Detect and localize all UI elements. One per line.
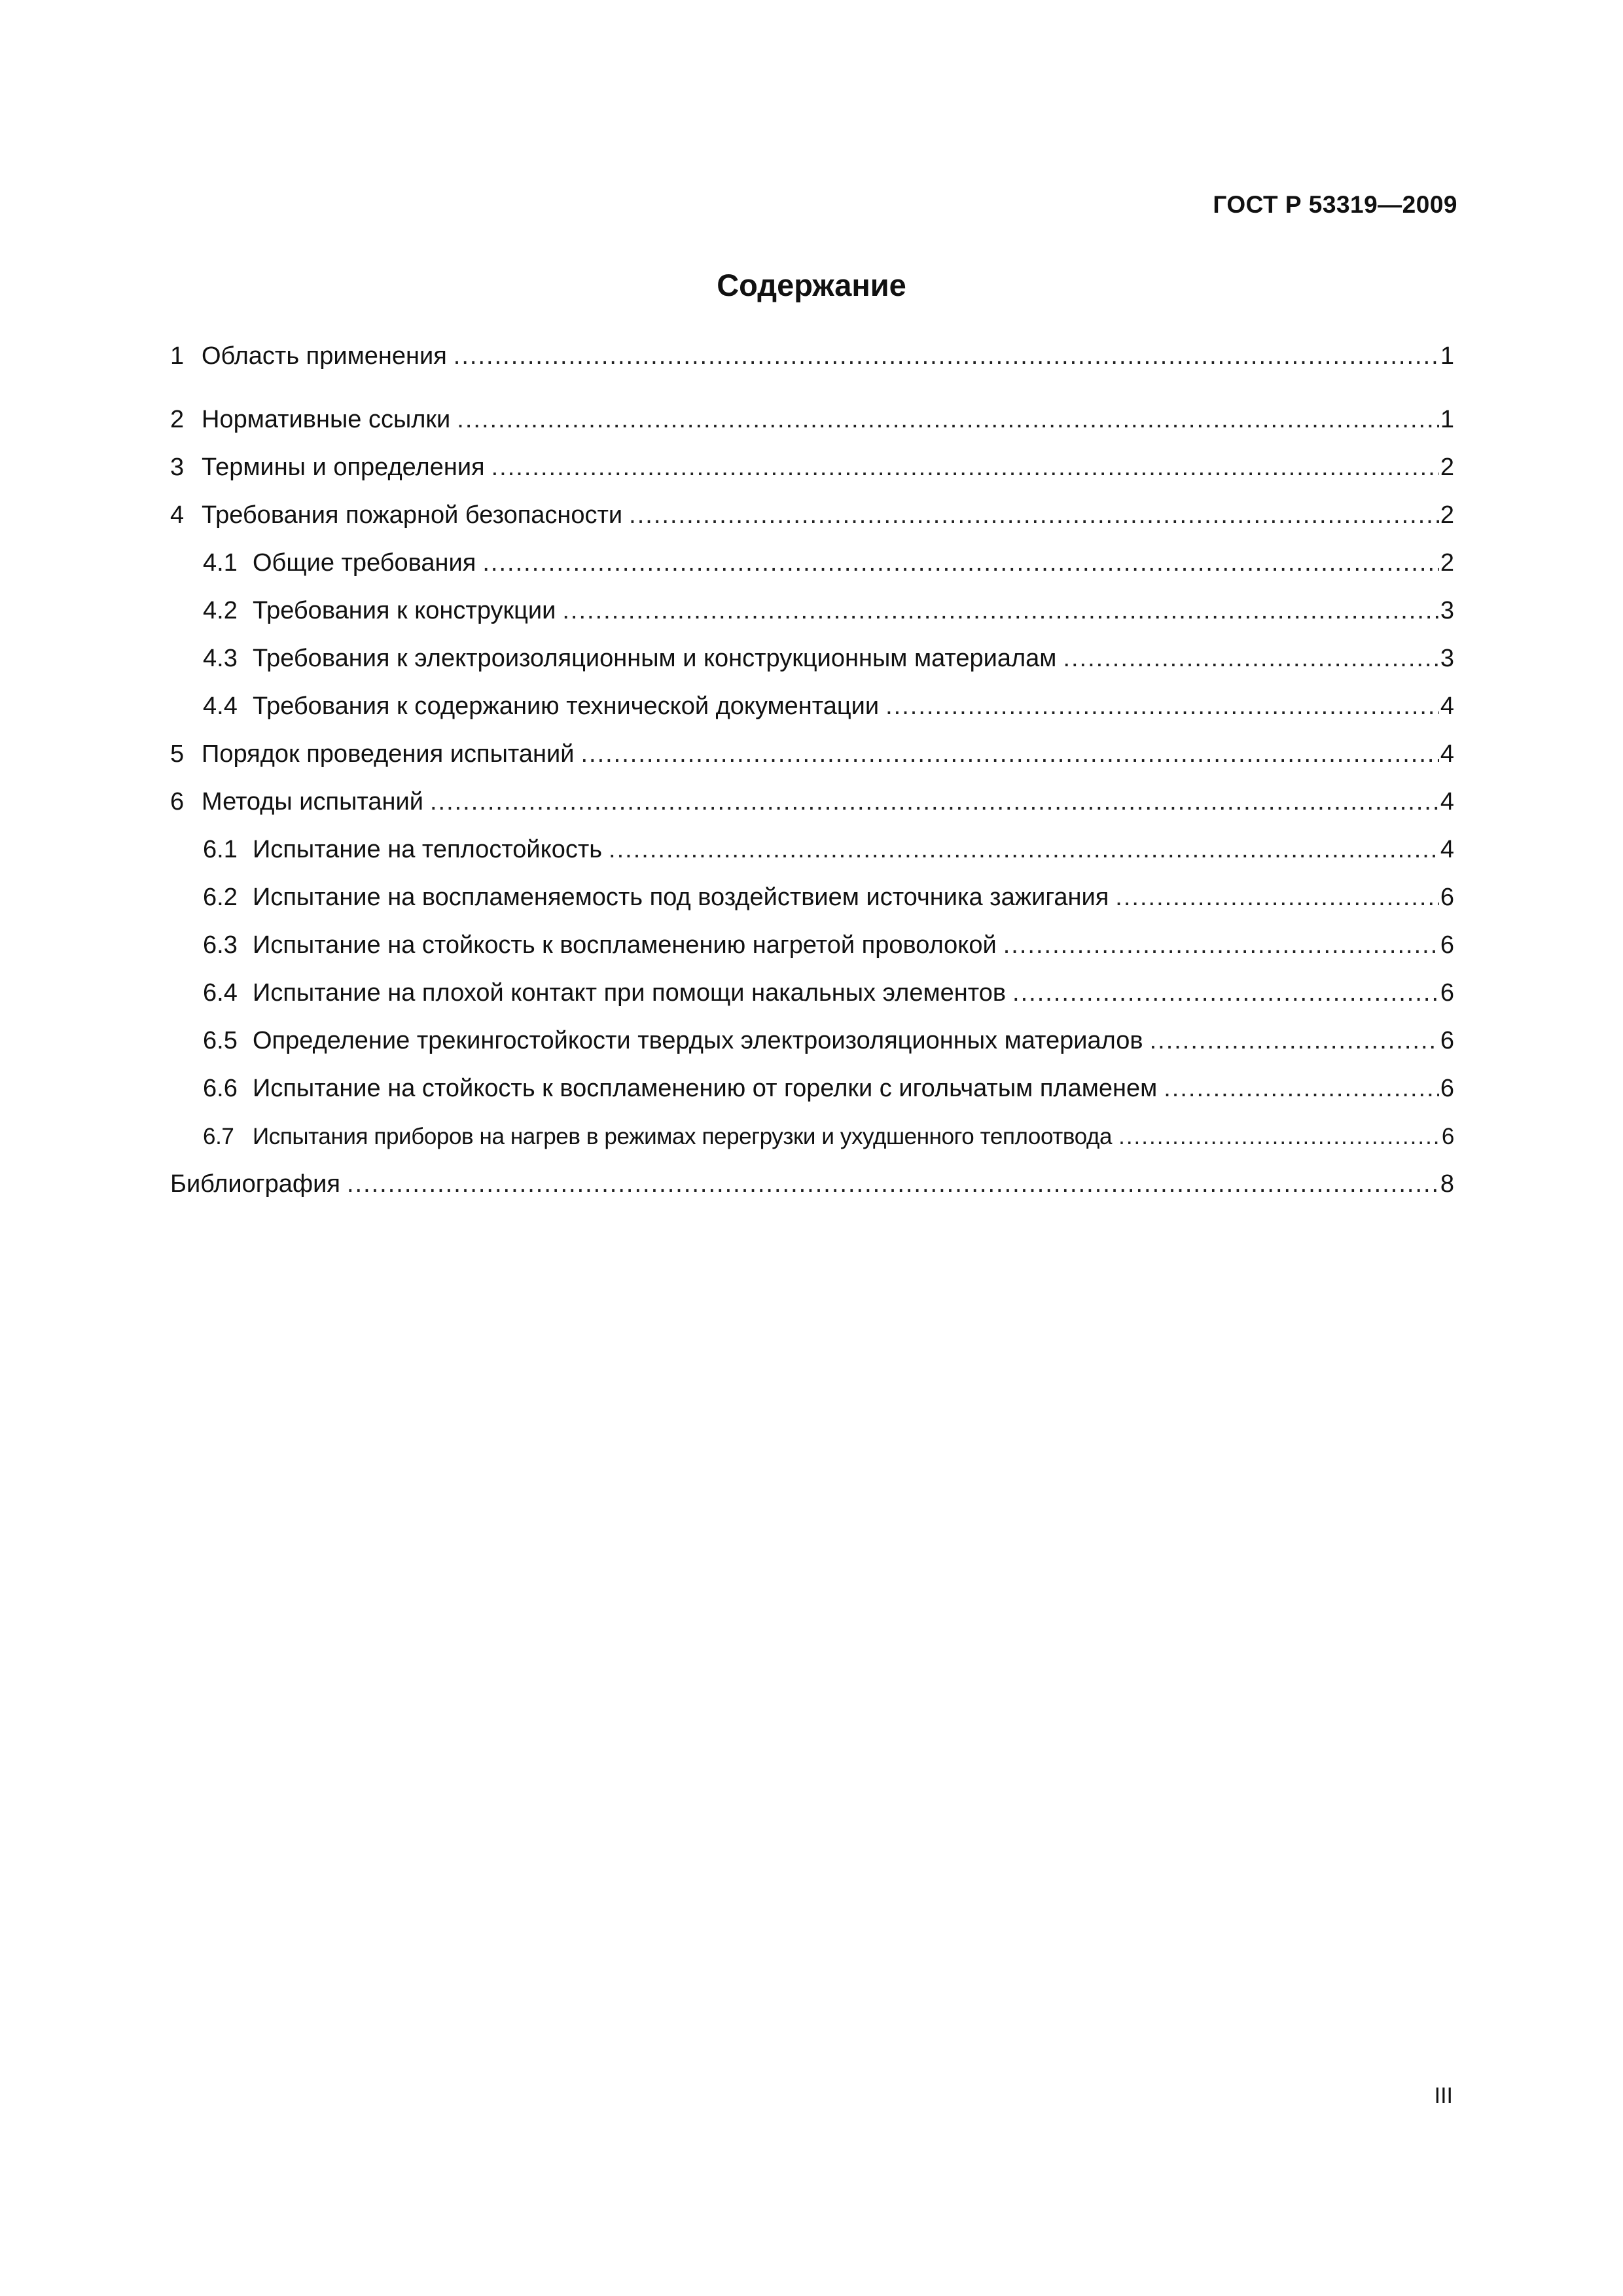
toc-label: Порядок проведения испытаний: [202, 740, 575, 768]
toc-label: Испытание на стойкость к воспламенению нагретой проволокой: [253, 931, 997, 959]
toc-label: Испытания приборов на нагрев в режимах перегрузки и ухудшенного теплоотвода: [253, 1124, 1113, 1149]
toc-label: Общие требования: [253, 549, 476, 577]
toc-number: 6.2: [203, 884, 238, 911]
toc-entry-6-7[interactable]: [170, 1113, 1454, 1160]
toc-entry-6-6[interactable]: [170, 1065, 1454, 1113]
toc-page: 6: [1440, 1027, 1454, 1054]
toc-entry-2[interactable]: [170, 396, 1454, 444]
toc-number: 6.3: [203, 931, 238, 959]
toc-leader-dots: [491, 444, 1439, 492]
toc-label: Испытание на стойкость к воспламенению от горелки с игольчатым пламенем: [253, 1075, 1158, 1102]
toc-entry-6-4[interactable]: [170, 969, 1454, 1017]
toc-entry-6-2[interactable]: [170, 874, 1454, 922]
toc-page: 3: [1440, 645, 1454, 672]
toc-label: Область применения: [202, 342, 447, 370]
toc-page: 3: [1440, 597, 1454, 624]
toc-label: Термины и определения: [202, 454, 485, 481]
toc-page: 1: [1440, 406, 1454, 433]
toc-number: 4.3: [203, 645, 238, 672]
toc-entry-6[interactable]: [170, 778, 1454, 826]
toc-number: 6.6: [203, 1075, 238, 1102]
toc-number: 6.5: [203, 1027, 238, 1054]
toc-number: 6.4: [203, 979, 238, 1007]
toc-entry-4[interactable]: [170, 492, 1454, 539]
toc-number: 3: [170, 454, 185, 481]
toc-page: 6: [1440, 884, 1454, 911]
toc-page: 6: [1440, 931, 1454, 959]
toc-leader-dots: [430, 778, 1439, 826]
toc-leader-dots: [1118, 1113, 1440, 1160]
toc-entry-1[interactable]: [170, 332, 1454, 380]
toc-page: 6: [1440, 979, 1454, 1007]
toc-number: 4.2: [203, 597, 238, 624]
toc-number: 6: [170, 788, 185, 816]
toc-label: Нормативные ссылки: [202, 406, 451, 433]
toc-leader-dots: [457, 396, 1439, 444]
toc-leader-dots: [580, 730, 1438, 778]
page-number: III: [1434, 2083, 1453, 2108]
toc-leader-dots: [347, 1160, 1439, 1208]
toc-page: 6: [1441, 1124, 1454, 1149]
toc-entry-3[interactable]: [170, 444, 1454, 492]
toc-page: 4: [1440, 692, 1454, 720]
toc-number: 5: [170, 740, 185, 768]
document-code: ГОСТ Р 53319—2009: [1213, 191, 1457, 218]
toc-leader-dots: [562, 587, 1438, 635]
toc-page: 2: [1440, 454, 1454, 481]
toc-leader-dots: [1063, 635, 1438, 683]
toc-label: Библиография: [170, 1170, 340, 1198]
toc-label: Требования к конструкции: [253, 597, 556, 624]
toc-leader-dots: [482, 539, 1439, 587]
table-of-contents: [170, 332, 1454, 1208]
toc-leader-dots: [1150, 1017, 1439, 1065]
toc-entry-4-1[interactable]: [170, 539, 1454, 587]
toc-entry-5[interactable]: [170, 730, 1454, 778]
toc-leader-dots: [454, 332, 1439, 380]
toc-entry-6-3[interactable]: [170, 922, 1454, 969]
toc-label: Испытание на плохой контакт при помощи накальных элементов: [253, 979, 1007, 1007]
toc-page: 2: [1440, 501, 1454, 529]
toc-leader-dots: [1164, 1065, 1439, 1113]
toc-entry-6-1[interactable]: [170, 826, 1454, 874]
toc-entry-4-4[interactable]: [170, 683, 1454, 730]
toc-leader-dots: [1115, 874, 1439, 922]
toc-leader-dots: [629, 492, 1439, 539]
toc-entry-4-3[interactable]: [170, 635, 1454, 683]
toc-leader-dots: [885, 683, 1439, 730]
toc-label: Методы испытаний: [202, 788, 423, 816]
toc-label: Требования к электроизоляционным и конструкционным материалам: [253, 645, 1057, 672]
toc-entry-4-2[interactable]: [170, 587, 1454, 635]
toc-number: 6.7: [203, 1124, 234, 1149]
toc-number: 2: [170, 406, 185, 433]
toc-leader-dots: [1012, 969, 1439, 1017]
toc-label: Требования к содержанию технической документации: [253, 692, 880, 720]
toc-leader-dots: [1003, 922, 1439, 969]
toc-label: Определение трекингостойкости твердых электроизоляционных материалов: [253, 1027, 1143, 1054]
toc-page: 8: [1440, 1170, 1454, 1198]
toc-number: 6.1: [203, 836, 238, 863]
toc-page: 4: [1440, 740, 1454, 768]
toc-page: 4: [1440, 788, 1454, 816]
toc-leader-dots: [609, 826, 1439, 874]
toc-number: 4: [170, 501, 185, 529]
toc-label: Испытание на теплостойкость: [253, 836, 603, 863]
page-title: Содержание: [717, 268, 906, 302]
toc-number: 1: [170, 342, 185, 370]
toc-page: 1: [1440, 342, 1454, 370]
toc-entry-bibliography[interactable]: [170, 1160, 1454, 1208]
toc-page: 4: [1440, 836, 1454, 863]
toc-page: 6: [1440, 1075, 1454, 1102]
toc-number: 4.4: [203, 692, 238, 720]
toc-number: 4.1: [203, 549, 238, 577]
toc-label: Испытание на воспламеняемость под воздействием источника зажигания: [253, 884, 1109, 911]
toc-label: Требования пожарной безопасности: [202, 501, 623, 529]
toc-entry-6-5[interactable]: [170, 1017, 1454, 1065]
toc-page: 2: [1440, 549, 1454, 577]
